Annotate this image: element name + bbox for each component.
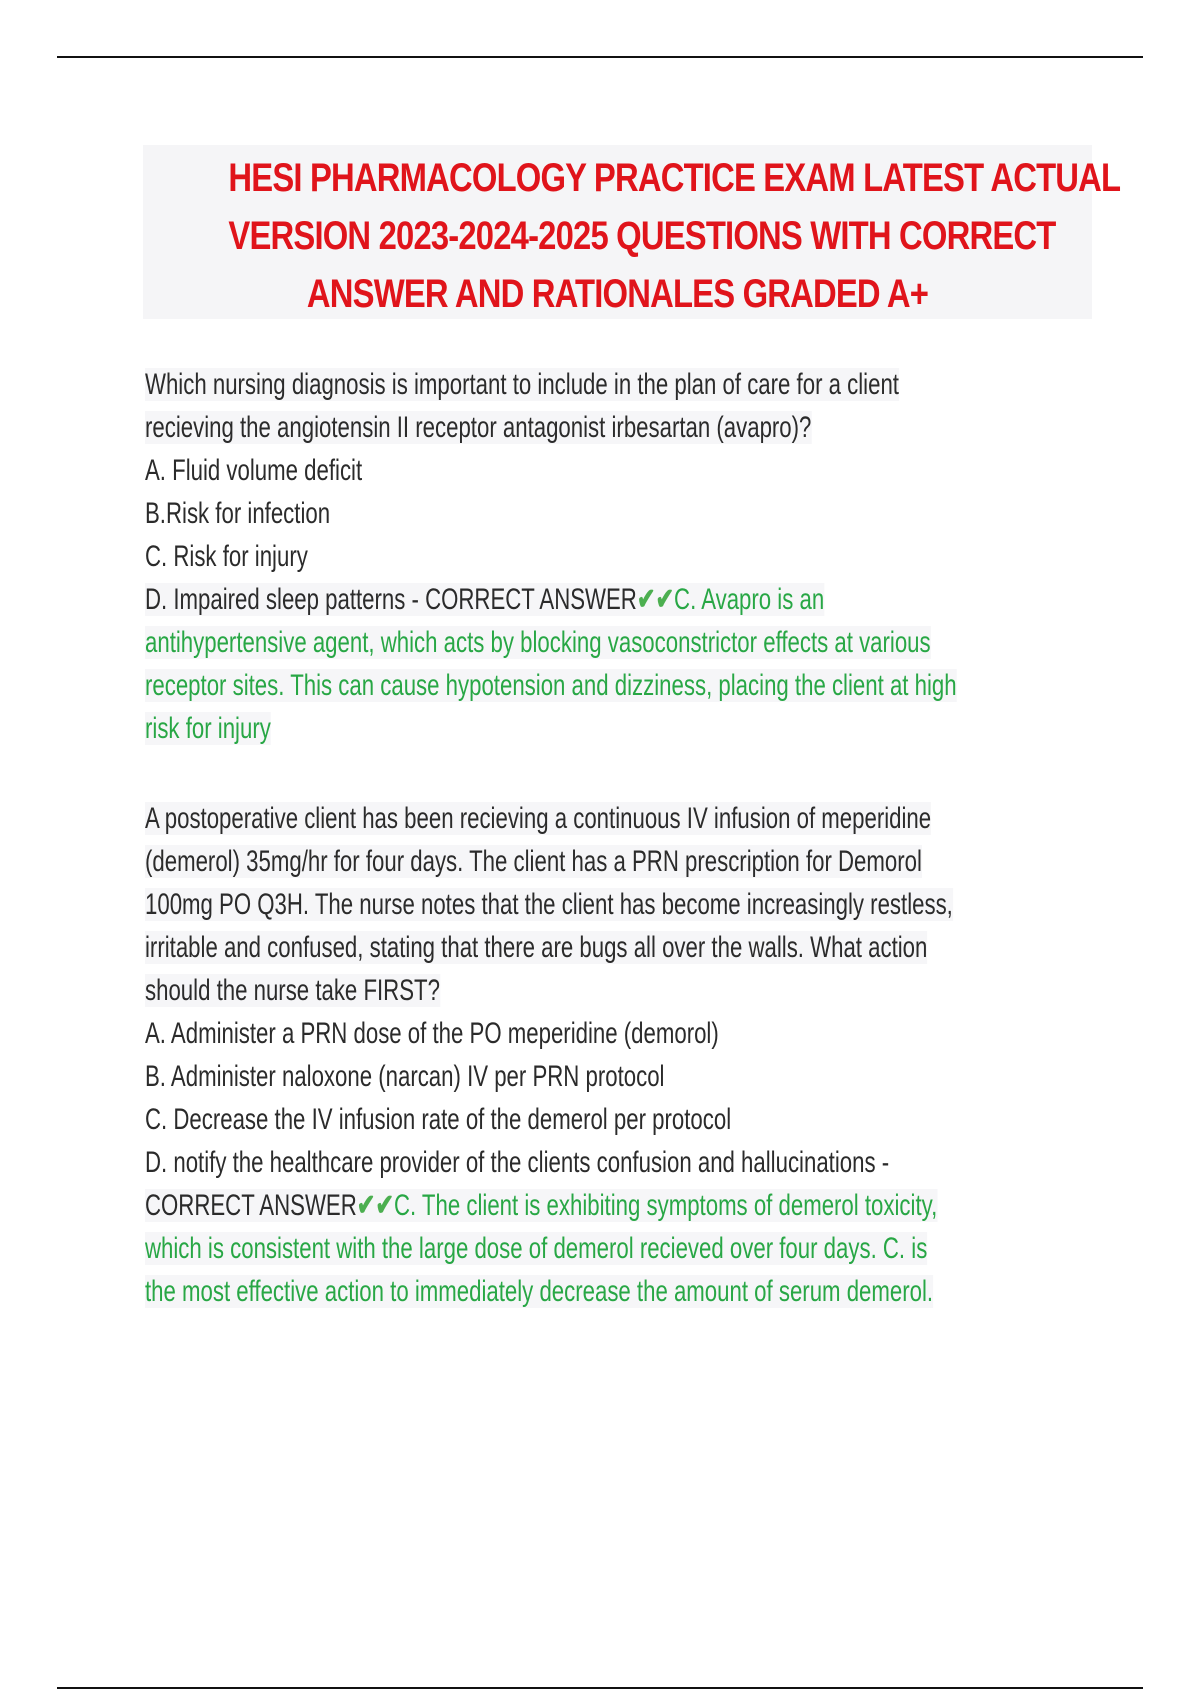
- q2-stem-line: (demerol) 35mg/hr for four days. The client has a PRN prescription for Demorol: [145, 845, 922, 878]
- q2-stem-line: A postoperative client has been recieving a continuous IV infusion of meperidine: [145, 802, 932, 835]
- top-rule: [57, 56, 1143, 58]
- q1-rationale-line: receptor sites. This can cause hypotension and dizziness, placing the client at high: [145, 669, 957, 702]
- q2-stem-line: 100mg PO Q3H. The nurse notes that the client has become increasingly restless,: [145, 888, 953, 921]
- q2-answer-label: CORRECT ANSWER: [145, 1189, 357, 1222]
- q2-option-d: D. notify the healthcare provider of the clients confusion and hallucinations -: [145, 1146, 890, 1179]
- q1-rationale-line: risk for injury: [145, 712, 271, 745]
- question-2: [145, 797, 1095, 1313]
- q2-answer-line: [145, 1184, 938, 1227]
- q2-stem-line: should the nurse take FIRST?: [145, 974, 440, 1007]
- q2-option-c: C. Decrease the IV infusion rate of the demerol per protocol: [145, 1103, 732, 1136]
- q2-option-b: B. Administer naloxone (narcan) IV per PRN protocol: [145, 1060, 665, 1093]
- q1-stem-line: Which nursing diagnosis is important to include in the plan of care for a client: [145, 368, 899, 401]
- title-line-2: VERSION 2023-2024-2025 QUESTIONS WITH CORRECT: [228, 214, 1056, 258]
- q1-option-c: C. Risk for injury: [145, 540, 308, 573]
- q2-rationale-line: the most effective action to immediately decrease the amount of serum demerol.: [145, 1275, 934, 1308]
- q1-rationale-line: antihypertensive agent, which acts by blocking vasoconstrictor effects at various: [145, 626, 931, 659]
- checkmark-icon: ✔✔: [356, 1189, 394, 1222]
- title-line-1: HESI PHARMACOLOGY PRACTICE EXAM LATEST ACTUAL: [228, 156, 1121, 200]
- q2-stem-line: irritable and confused, stating that there are bugs all over the walls. What action: [145, 931, 928, 964]
- q2-option-a: A. Administer a PRN dose of the PO meperidine (demorol): [145, 1017, 719, 1050]
- q1-option-d-text: D. Impaired sleep patterns - CORRECT ANSWER: [145, 583, 637, 616]
- document-title: [143, 145, 1121, 319]
- q1-option-b: B.Risk for infection: [145, 497, 331, 530]
- q1-rationale-start: C. Avapro is an: [674, 583, 825, 616]
- q1-option-d-answer: [145, 578, 848, 621]
- q2-rationale-line: which is consistent with the large dose of demerol recieved over four days. C. is: [145, 1232, 928, 1265]
- bottom-rule: [57, 1687, 1143, 1689]
- q1-option-a: A. Fluid volume deficit: [145, 454, 363, 487]
- q2-rationale-start: C. The client is exhibiting symptoms of demerol toxicity,: [393, 1189, 938, 1222]
- q1-stem-line: recieving the angiotensin II receptor antagonist irbesartan (avapro)?: [145, 411, 812, 444]
- checkmark-icon: ✔✔: [636, 583, 675, 616]
- question-1: [145, 363, 1095, 750]
- title-line-3: ANSWER AND RATIONALES GRADED A+: [306, 272, 929, 316]
